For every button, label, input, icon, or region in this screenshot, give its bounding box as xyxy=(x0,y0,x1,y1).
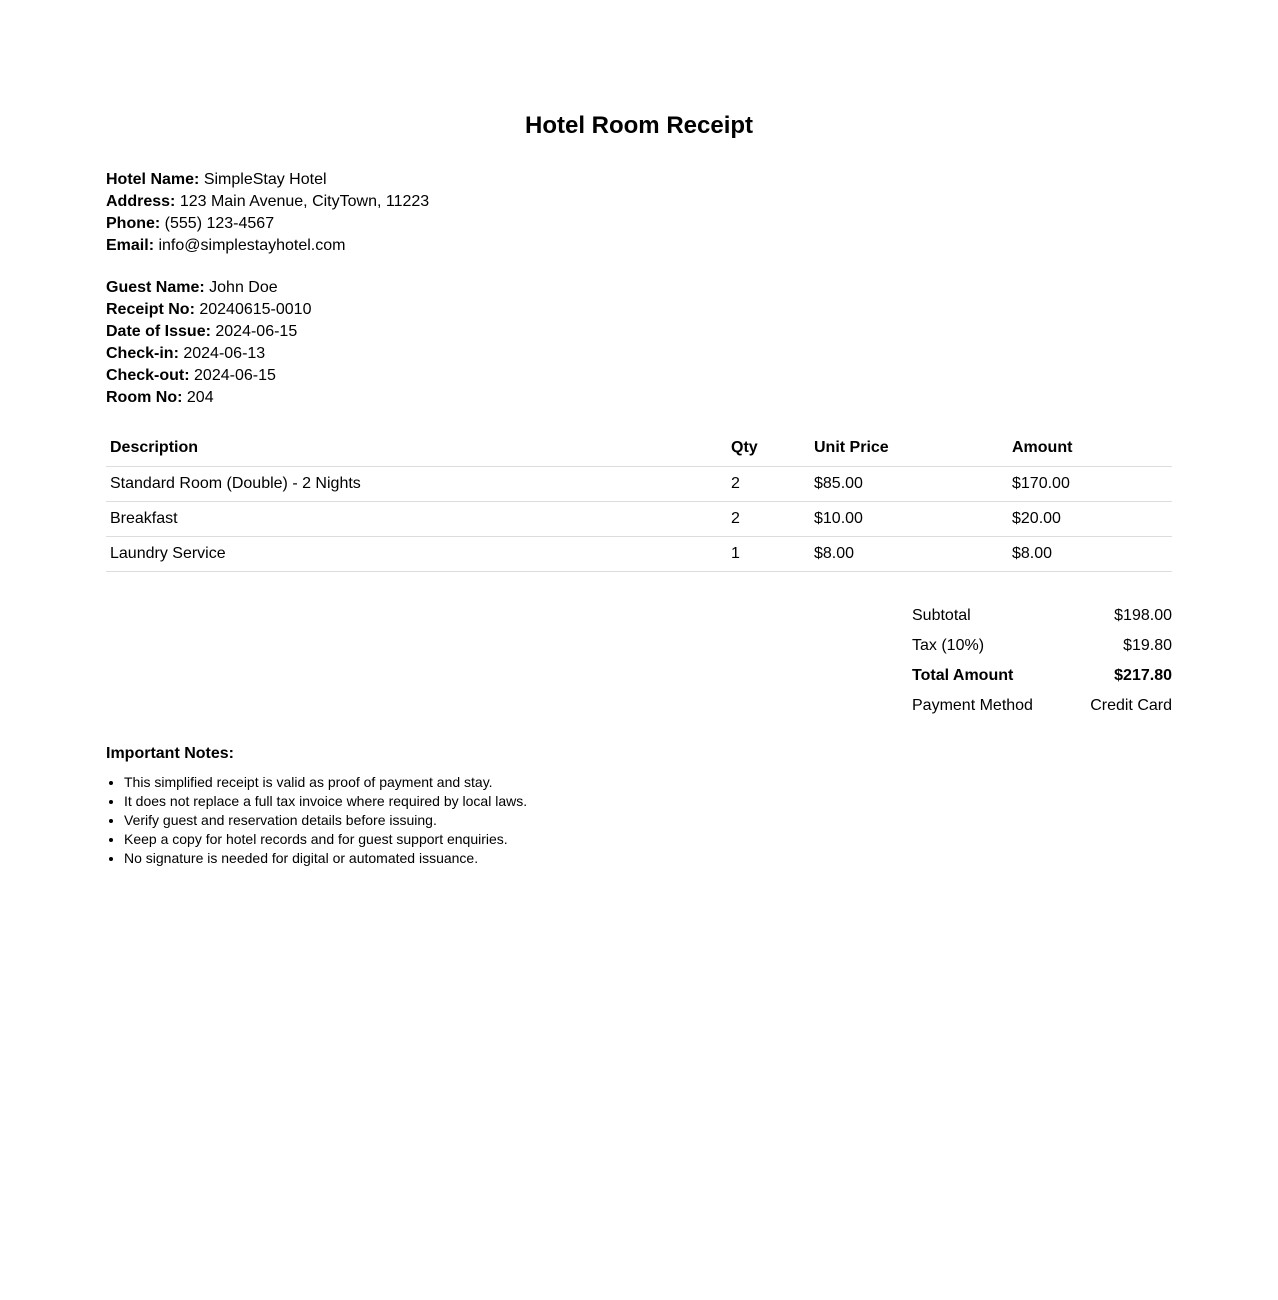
cell-description: Breakfast xyxy=(106,502,727,537)
date-of-issue-line xyxy=(106,321,311,343)
room-no-label: Room No: xyxy=(106,389,183,406)
hotel-email-line xyxy=(106,235,429,257)
checkout-label: Check-out: xyxy=(106,367,190,384)
tax-row xyxy=(912,631,1172,661)
checkin-line xyxy=(106,343,311,365)
checkin-label: Check-in: xyxy=(106,345,179,362)
receipt-no-line xyxy=(106,299,311,321)
table-row xyxy=(106,537,1172,572)
hotel-email-value: info@simplestayhotel.com xyxy=(158,237,346,254)
tax-value: $19.80 xyxy=(1123,637,1172,654)
charges-table xyxy=(106,430,1172,572)
cell-unit-price: $10.00 xyxy=(810,502,1008,537)
list-item: • No signature is needed for digital or automated issuance. xyxy=(124,849,527,868)
hotel-address-value: 123 Main Avenue, CityTown, 11223 xyxy=(179,193,430,210)
date-of-issue-label: Date of Issue: xyxy=(106,323,211,340)
list-item: • This simplified receipt is valid as proof of payment and stay. xyxy=(124,773,527,792)
notes-list xyxy=(106,773,527,868)
cell-qty: 2 xyxy=(727,502,810,537)
date-of-issue-value: 2024-06-15 xyxy=(215,323,298,340)
room-no-value: 204 xyxy=(186,389,214,406)
column-header-amount: Amount xyxy=(1008,430,1172,467)
checkout-value: 2024-06-15 xyxy=(194,367,276,384)
hotel-info xyxy=(106,169,429,257)
table-header-row xyxy=(106,430,1172,467)
hotel-phone-label: Phone: xyxy=(106,215,161,232)
checkin-value: 2024-06-13 xyxy=(183,345,266,362)
receipt-no-value: 20240615-0010 xyxy=(199,301,312,318)
cell-amount: $20.00 xyxy=(1008,502,1172,537)
subtotal-label: Subtotal xyxy=(912,607,971,624)
notes-heading: Important Notes: xyxy=(106,745,234,762)
tax-label: Tax (10%) xyxy=(912,637,985,654)
cell-qty: 2 xyxy=(727,467,810,502)
cell-description: Laundry Service xyxy=(106,537,727,572)
cell-qty: 1 xyxy=(727,537,810,572)
cell-description: Standard Room (Double) - 2 Nights xyxy=(106,467,727,502)
subtotal-row xyxy=(912,601,1172,631)
guest-name-value: John Doe xyxy=(209,279,278,296)
hotel-address-label: Address: xyxy=(106,193,176,210)
total-label: Total Amount xyxy=(912,667,1014,684)
payment-method-value: Credit Card xyxy=(1090,697,1172,714)
guest-name-line xyxy=(106,277,311,299)
column-header-qty: Qty xyxy=(727,430,810,467)
list-item: • Keep a copy for hotel records and for guest support enquiries. xyxy=(124,830,527,849)
table-row xyxy=(106,467,1172,502)
table-row xyxy=(106,502,1172,537)
total-value: $217.80 xyxy=(1114,667,1172,684)
hotel-phone-line xyxy=(106,213,429,235)
subtotal-value: $198.00 xyxy=(1114,607,1172,624)
checkout-line xyxy=(106,365,311,387)
cell-unit-price: $8.00 xyxy=(810,537,1008,572)
list-item: • Verify guest and reservation details before issuing. xyxy=(124,811,527,830)
hotel-email-label: Email: xyxy=(106,237,155,254)
guest-info xyxy=(106,277,311,409)
room-no-line xyxy=(106,387,311,409)
hotel-address-line xyxy=(106,191,429,213)
column-header-description: Description xyxy=(106,430,727,467)
hotel-name-value: SimpleStay Hotel xyxy=(203,171,327,188)
hotel-phone-value: (555) 123-4567 xyxy=(164,215,275,232)
list-item: • It does not replace a full tax invoice where required by local laws. xyxy=(124,792,527,811)
guest-name-label: Guest Name: xyxy=(106,279,205,296)
hotel-name-label: Hotel Name: xyxy=(106,171,200,188)
total-row xyxy=(912,661,1172,691)
cell-amount: $8.00 xyxy=(1008,537,1172,572)
cell-unit-price: $85.00 xyxy=(810,467,1008,502)
payment-method-label: Payment Method xyxy=(912,697,1033,714)
cell-amount: $170.00 xyxy=(1008,467,1172,502)
payment-method-row xyxy=(912,691,1172,721)
receipt-title: Hotel Room Receipt xyxy=(524,112,754,139)
column-header-unit-price: Unit Price xyxy=(810,430,1008,467)
receipt-no-label: Receipt No: xyxy=(106,301,195,318)
hotel-name-line xyxy=(106,169,429,191)
totals-summary xyxy=(912,601,1172,721)
